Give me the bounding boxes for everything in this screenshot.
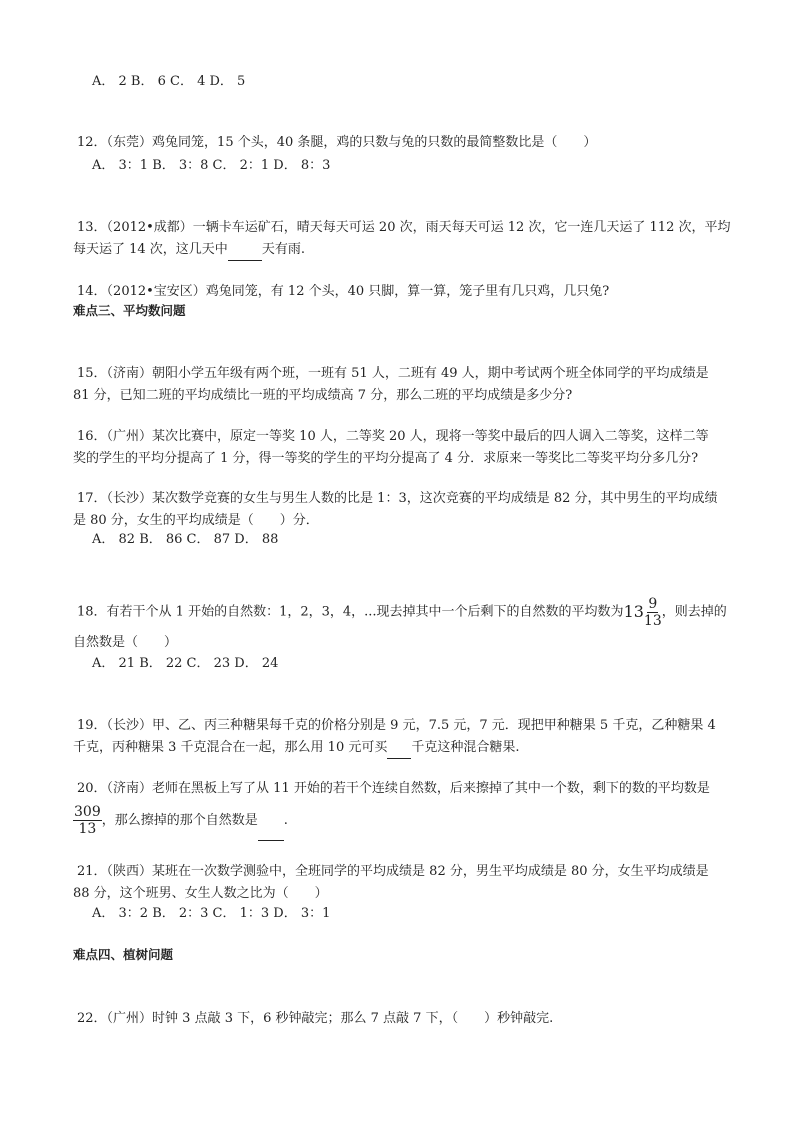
q20-fraction [73,804,102,837]
q17-line1: 17．（长沙）某次数学竞赛的女生与男生人数的比是 1：3，这次竞赛的平均成绩是 82 分，其中男生的平均成绩 [77,491,718,506]
q20-fraction-numerator: 309 [74,804,101,820]
q18-mixed-number-whole: 13 [623,602,644,621]
q21-line1: 21．（陕西）某班在一次数学测验中，全班同学的平均成绩是 82 分，男生平均成绩是 80 分，女生平均成绩是 [77,864,709,879]
q13-answer-blank[interactable] [228,240,262,261]
q13-line2-text: 每天运了 14 次，这几天中 [73,242,228,257]
q20-line2-text: ，那么擦掉的那个自然数是 [101,813,258,828]
q18-options: A． 21 B． 22 C． 23 D． 24 [92,656,279,671]
q19-line1: 19．（长沙）甲、乙、丙三种糖果每千克的价格分别是 9 元，7.5 元，7 元．现把甲种糖果 5 千克，乙种糖果 4 [77,718,716,733]
q21-line2: 88 分，这个班男、女生人数之比为（ ） [73,886,328,901]
q20-line2-end: . [283,813,288,828]
q16-line1: 16．（广州）某次比赛中，原定一等奖 10 人，二等奖 20 人，现将一等奖中最后的四人调入二等奖，这样二等 [77,429,709,444]
q18-fraction-denominator: 13 [643,612,662,629]
q18-line2: 自然数是（ ） [73,635,178,650]
q21-options: A． 3：2 B． 2：3 C． 1：3 D． 3：1 [92,906,331,921]
section-4-heading: 难点四、植树问题 [73,947,174,962]
q16-line2: 奖的学生的平均分提高了 1 分，得一等奖的学生的平均分提高了 4 分．求原来一等奖比二等奖平均分多几分? [73,451,699,466]
q12-stem: 12．（东莞）鸡兔同笼，15 个头，40 条腿，鸡的只数与兔的只数的最简整数比是（ ） [77,135,597,150]
q12-options: A． 3：1 B． 3：8 C． 2：1 D． 8：3 [92,158,331,173]
q15-line1: 15．（济南）朝阳小学五年级有两个班，一班有 51 人，二班有 49 人，期中考试两个班全体同学的平均成绩是 [77,366,709,381]
q20-line2 [73,802,288,841]
q20-line1: 20．（济南）老师在黑板上写了从 11 开始的若干个连续自然数，后来擦掉了其中一个数，剩下的数的平均数是 [77,781,710,796]
q11-options: A． 2 B． 6 C． 4 D． 5 [92,74,246,89]
q22-stem: 22．（广州）时钟 3 点敲 3 下，6 秒钟敲完；那么 7 点敲 7 下，（ ）秒钟敲完. [77,1011,554,1026]
q19-answer-blank[interactable] [387,738,411,759]
q18-stem-text: 18．有若干个从 1 开始的自然数：1，2，3，4，...现去掉其中一个后剩下的自然数的平均数为 [77,604,624,620]
q14-stem: 14．（2012•宝安区）鸡兔同笼，有 12 个头，40 只脚，算一算，笼子里有几只鸡，几只兔? [77,284,610,299]
q19-line2-text: 千克，丙种糖果 3 千克混合在一起，那么用 10 元可买 [73,740,388,755]
q19-line2 [73,738,519,759]
q13-line2 [73,240,305,261]
q18-stem-tail: ，则去掉的 [661,604,727,620]
q13-line2-tail: 天有雨. [261,242,305,257]
q18-mixed-number-fraction [644,596,662,629]
q17-options: A． 82 B． 86 C． 87 D． 88 [92,532,279,547]
q18-fraction-numerator: 9 [648,595,658,612]
q15-line2: 81 分，已知二班的平均成绩比一班的平均成绩高 7 分，那么二班的平均成绩是多少分? [73,388,573,403]
q17-line2: 是 80 分，女生的平均成绩是（ ）分． [73,513,319,528]
q18-line1 [77,593,727,632]
section-3-heading: 难点三、平均数问题 [73,303,186,318]
q13-line1: 13．（2012•成都）一辆卡车运矿石，晴天每天可运 20 次，雨天每天可运 12 次，它一连几天运了 112 次，平均 [77,220,731,235]
q19-line2-tail: 千克这种混合糖果. [411,740,520,755]
q20-answer-blank[interactable] [258,802,284,841]
q20-fraction-denominator: 13 [78,821,97,837]
